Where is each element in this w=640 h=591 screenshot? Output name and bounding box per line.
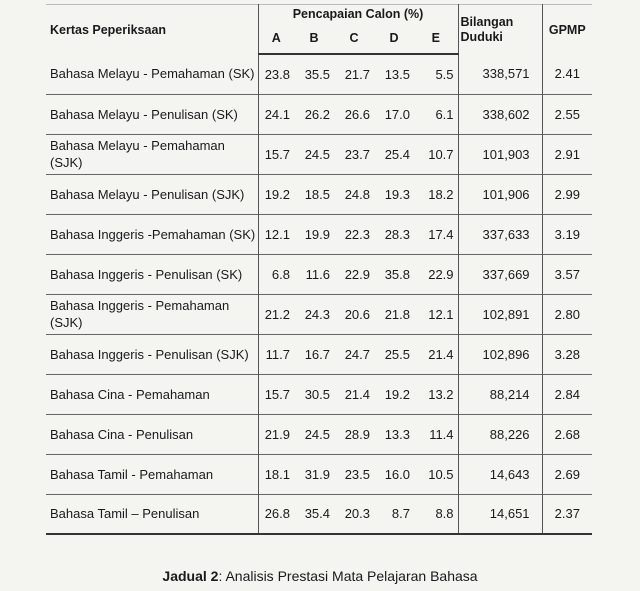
cell-grade-a: 21.2: [264, 306, 290, 322]
cell-grade-b: 30.5: [304, 386, 330, 402]
cell-grade-b: 26.2: [304, 106, 330, 122]
header-grade-c: C: [334, 23, 374, 54]
cell-candidates: 102,891: [458, 294, 542, 334]
cell-grade-c: 22.3: [344, 226, 370, 242]
cell-grade-d: 28.3: [384, 226, 410, 242]
cell-gpmp: 2.55: [554, 106, 580, 122]
cell-candidates: 88,226: [458, 414, 542, 454]
cell-grade-a: 24.1: [264, 106, 290, 122]
cell-paper: Bahasa Tamil - Pemahaman: [46, 454, 258, 494]
cell-grade-d: 25.4: [384, 146, 410, 162]
cell-grade-d: 21.8: [384, 306, 410, 322]
header-gpmp: GPMP: [548, 22, 586, 37]
cell-grade-e: 5.5: [435, 66, 454, 82]
table-row: [46, 94, 592, 134]
cell-grade-c: 20.6: [344, 306, 370, 322]
caption-label: Jadual 2: [162, 568, 219, 584]
caption-text: : Analisis Prestasi Mata Pelajaran Bahasa: [218, 568, 478, 584]
cell-candidates: 101,906: [458, 174, 542, 214]
table-row: [46, 214, 592, 254]
header-grade-a: A: [258, 23, 294, 54]
cell-gpmp: 2.41: [554, 66, 580, 82]
cell-grade-d: 16.0: [384, 466, 410, 482]
cell-paper: Bahasa Inggeris - Penulisan (SJK): [46, 334, 258, 374]
cell-grade-b: 19.9: [304, 226, 330, 242]
cell-grade-e: 10.5: [428, 466, 454, 482]
cell-grade-a: 12.1: [264, 226, 290, 242]
cell-grade-b: 24.3: [304, 306, 330, 322]
cell-candidates: 102,896: [458, 334, 542, 374]
cell-paper: Bahasa Melayu - Pemahaman (SJK): [46, 134, 258, 174]
cell-grade-e: 12.1: [428, 306, 454, 322]
table-row: [46, 494, 592, 534]
cell-grade-d: 17.0: [384, 106, 410, 122]
cell-paper: Bahasa Melayu - Penulisan (SK): [46, 94, 258, 134]
cell-paper: Bahasa Inggeris - Penulisan (SK): [46, 254, 258, 294]
cell-grade-e: 10.7: [428, 146, 454, 162]
header-paper: Kertas Peperiksaan: [46, 5, 258, 55]
cell-grade-c: 26.6: [344, 106, 370, 122]
table-caption: [0, 568, 640, 584]
cell-grade-b: 24.5: [304, 146, 330, 162]
cell-grade-d: 8.7: [391, 506, 410, 522]
cell-paper: Bahasa Tamil – Penulisan: [46, 494, 258, 534]
header-achievement-group: Pencapaian Calon (%): [292, 7, 424, 21]
cell-candidates: 338,571: [458, 54, 542, 94]
table-row: [46, 454, 592, 494]
header-grade-e: E: [414, 23, 458, 54]
cell-grade-c: 24.8: [344, 186, 370, 202]
cell-grade-b: 24.5: [304, 426, 330, 442]
cell-grade-a: 23.8: [264, 66, 290, 82]
cell-grade-c: 28.9: [344, 426, 370, 442]
exam-results-table: [46, 4, 592, 535]
cell-paper: Bahasa Cina - Penulisan: [46, 414, 258, 454]
cell-candidates: 88,214: [458, 374, 542, 414]
cell-grade-b: 35.5: [304, 66, 330, 82]
cell-grade-c: 23.7: [344, 146, 370, 162]
cell-candidates: 101,903: [458, 134, 542, 174]
cell-paper: Bahasa Inggeris -Pemahaman (SK): [46, 214, 258, 254]
cell-gpmp: 3.57: [554, 266, 580, 282]
cell-gpmp: 2.37: [554, 506, 580, 522]
cell-grade-a: 21.9: [264, 426, 290, 442]
cell-grade-c: 22.9: [344, 266, 370, 282]
cell-grade-c: 23.5: [344, 466, 370, 482]
cell-grade-a: 11.7: [265, 346, 290, 362]
cell-gpmp: 2.99: [554, 186, 580, 202]
cell-grade-a: 6.8: [271, 266, 290, 282]
table-row: [46, 134, 592, 174]
cell-grade-e: 11.4: [429, 426, 454, 442]
table-row: [46, 334, 592, 374]
cell-grade-b: 18.5: [304, 186, 330, 202]
cell-candidates: 338,602: [458, 94, 542, 134]
table-row: [46, 414, 592, 454]
cell-grade-e: 21.4: [428, 346, 454, 362]
cell-gpmp: 3.28: [554, 346, 580, 362]
cell-grade-e: 8.8: [435, 506, 454, 522]
cell-grade-a: 18.1: [264, 466, 290, 482]
cell-grade-a: 15.7: [264, 146, 290, 162]
cell-grade-e: 17.4: [428, 226, 454, 242]
cell-grade-c: 21.7: [344, 66, 370, 82]
cell-grade-e: 6.1: [435, 106, 454, 122]
cell-grade-e: 13.2: [428, 386, 454, 402]
cell-grade-c: 20.3: [344, 506, 370, 522]
cell-paper: Bahasa Inggeris - Pemahaman (SJK): [46, 294, 258, 334]
cell-grade-d: 19.3: [384, 186, 410, 202]
table-header: [46, 5, 592, 55]
cell-grade-d: 35.8: [384, 266, 410, 282]
cell-grade-a: 15.7: [264, 386, 290, 402]
header-grade-b: B: [294, 23, 334, 54]
cell-paper: Bahasa Melayu - Pemahaman (SK): [46, 54, 258, 94]
cell-grade-a: 19.2: [264, 186, 290, 202]
table-row: [46, 54, 592, 94]
cell-gpmp: 3.19: [554, 226, 580, 242]
cell-grade-d: 25.5: [384, 346, 410, 362]
cell-candidates: 337,633: [458, 214, 542, 254]
cell-gpmp: 2.91: [554, 146, 580, 162]
cell-grade-b: 31.9: [304, 466, 330, 482]
table-row: [46, 174, 592, 214]
cell-grade-b: 11.6: [305, 266, 330, 282]
cell-candidates: 14,651: [458, 494, 542, 534]
cell-grade-a: 26.8: [264, 506, 290, 522]
cell-gpmp: 2.80: [554, 306, 580, 322]
cell-grade-d: 13.3: [384, 426, 410, 442]
cell-gpmp: 2.68: [554, 426, 580, 442]
cell-candidates: 14,643: [458, 454, 542, 494]
table-row: [46, 374, 592, 414]
table-body: [46, 54, 592, 534]
cell-paper: Bahasa Cina - Pemahaman: [46, 374, 258, 414]
cell-gpmp: 2.84: [554, 386, 580, 402]
cell-paper: Bahasa Melayu - Penulisan (SJK): [46, 174, 258, 214]
cell-grade-e: 22.9: [428, 266, 454, 282]
header-candidates: Bilangan Duduki: [458, 5, 542, 55]
cell-grade-b: 16.7: [304, 346, 330, 362]
cell-grade-c: 21.4: [344, 386, 370, 402]
cell-gpmp: 2.69: [554, 466, 580, 482]
table-row: [46, 254, 592, 294]
header-grade-d: D: [374, 23, 414, 54]
cell-grade-c: 24.7: [344, 346, 370, 362]
cell-grade-e: 18.2: [428, 186, 454, 202]
table-row: [46, 294, 592, 334]
cell-grade-d: 13.5: [384, 66, 410, 82]
cell-candidates: 337,669: [458, 254, 542, 294]
cell-grade-d: 19.2: [384, 386, 410, 402]
cell-grade-b: 35.4: [304, 506, 330, 522]
